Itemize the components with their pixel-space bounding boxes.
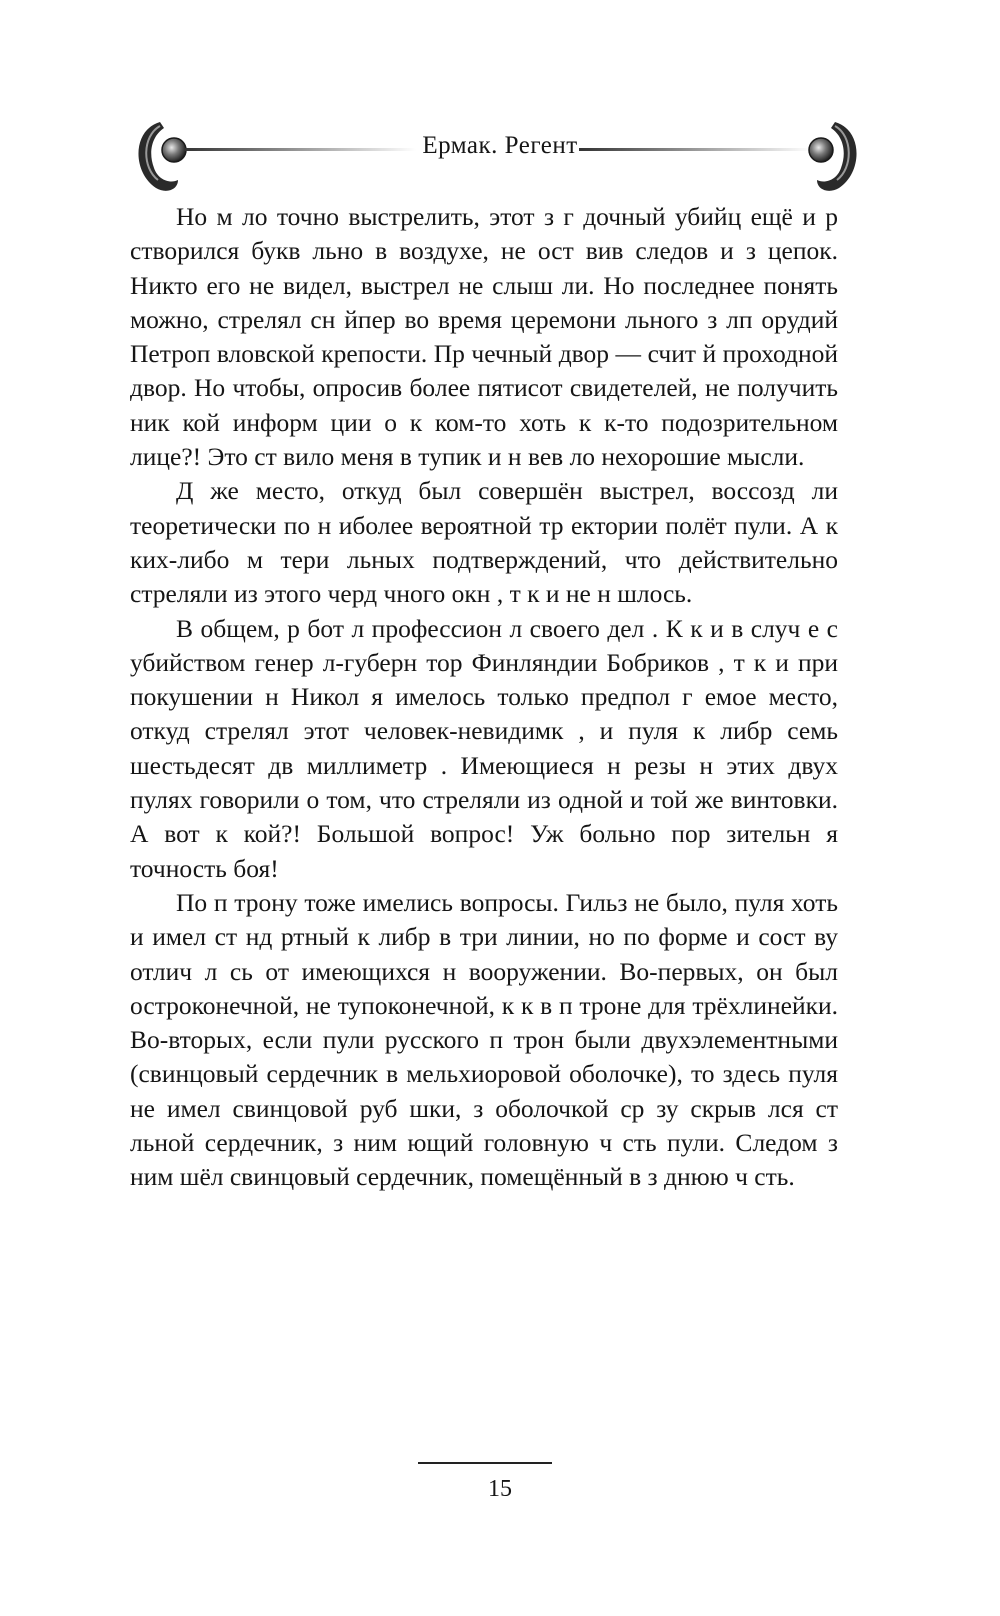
paragraph: В общем, р бот л профессион л своего дел . К к и в случ е с убийством генер л-губерн тор Финляндии Бобриков , т к и при покушении н Никол я имелось только предпол г емое место, откуд стрелял этот человек-невидимк , и пуля к либр семь шестьдесят дв миллиметр . Имеющиеся н резы н этих двух пулях говорили о том, что стреляли из одной и той же винтовки. А вот к кой?! Большой вопрос! Уж больно пор зительн я точность боя! [130, 613, 838, 883]
paragraph: Д же место, откуд был совершён выстрел, воссозд ли теоретически по н иболее вероятной тр ектории полёт пули. А к ких-либо м тери льных подтверждений, что действительно стреляли из этого черд чного окн , т к и не н шлось. [130, 476, 838, 609]
page-header [0, 110, 1000, 200]
paragraph: По п трону тоже имелись вопросы. Гильз не было, пуля хоть и имел ст нд ртный к либр в три линии, но по форме и сост ву отлич л сь от имеющихся н вооружении. Во-первых, он был остроконечной, не тупоконечной, к к в п троне для трёхлинейки. Во-вторых, если пули русского п трон были двухэлементными (свинцовый сердечник в мельхиоровой оболочке), то здесь пуля не имел свинцовой руб шки, з оболочкой ср зу скрыв лся ст льной сердечник, з ним ющий головную ч сть пули. Следом з ним шёл свинцовый сердечник, помещённый в з днюю ч сть. [130, 887, 838, 1192]
running-title: Ермак. Регент [422, 132, 578, 159]
paragraph: Но м ло точно выстрелить, этот з г дочный убийц ещё и р створился букв льно в воздухе, не ост вив следов и з цепок. Никто его не видел, выстрел не слыш ли. Но последнее понять можно, стрелял сн йпер во время церемони льного з лп орудий Петроп вловской крепости. Пр чечный двор — счит й проходной двор. Но чтобы, опросив более пятисот свидетелей, не получить ник кой информ ции о к ком-то хоть к к-то подозрительном лице?! Это ст вило меня в тупик и н вев ло нехорошие мысли. [130, 202, 838, 472]
footer-divider [418, 1462, 552, 1464]
right-ornament-icon [575, 110, 865, 200]
page-number: 15 [488, 1476, 512, 1502]
body-text [130, 200, 838, 1195]
